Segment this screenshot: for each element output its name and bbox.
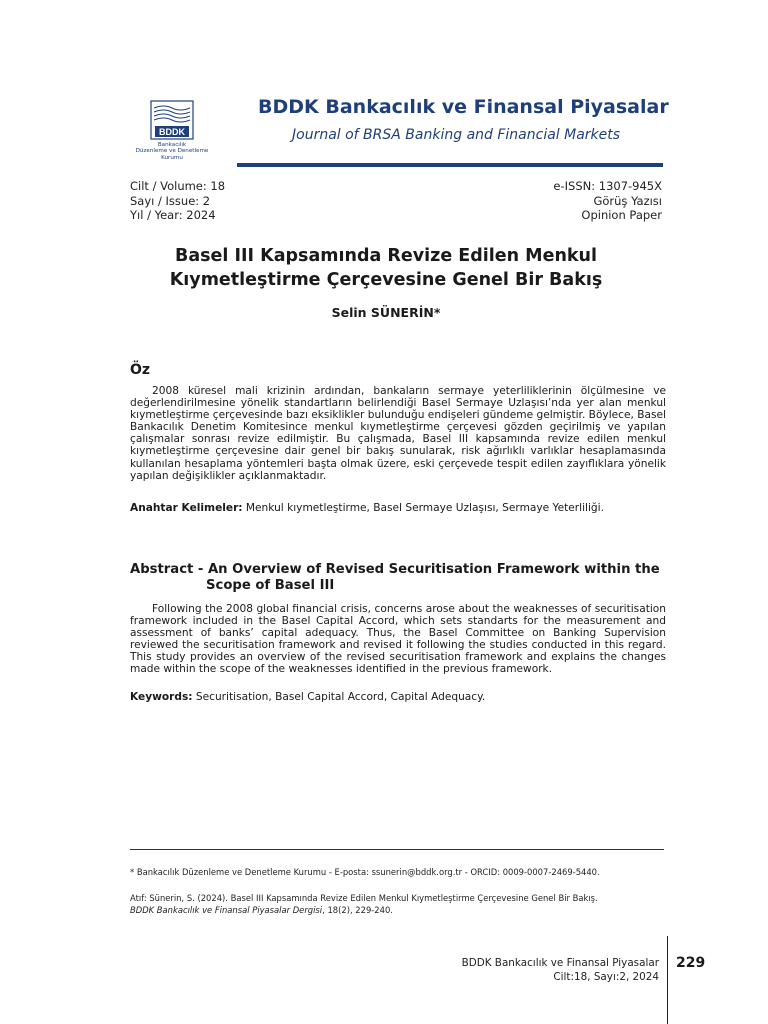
citation-journal: BDDK Bankacılık ve Finansal Piyasalar Dergisi: [130, 905, 323, 915]
citation-line1: Atıf: Sünerin, S. (2024). Basel III Kapsamında Revize Edilen Menkul Kıymetleştirme Çerçevesine Genel Bir Bakış.: [130, 893, 598, 903]
abstract-keywords: [130, 691, 485, 703]
abstract-heading-line1: Abstract - An Overview of Revised Securitisation Framework within the: [130, 562, 660, 577]
journal-subtitle: Journal of BRSA Banking and Financial Markets: [292, 127, 621, 143]
paper-type-en: Opinion Paper: [581, 208, 662, 222]
author-name: Selin SÜNERİN*: [331, 305, 441, 320]
volume-text: Cilt / Volume: 18: [130, 179, 226, 193]
oz-keywords-text: Menkul kıymetleştirme, Basel Sermaye Uzlaşısı, Sermaye Yeterliliği.: [242, 502, 604, 514]
citation-line2: [130, 905, 393, 916]
article-title-line1: Basel III Kapsamında Revize Edilen Menkul: [174, 246, 598, 266]
logo-caption-line1: Bankacılık: [157, 142, 187, 148]
bddk-logo: [120, 100, 224, 172]
footnote-rule: [130, 849, 664, 850]
journal-title: BDDK Bankacılık ve Finansal Piyasalar: [258, 96, 669, 118]
footer-divider: [667, 936, 668, 1024]
footer-journal: BDDK Bankacılık ve Finansal Piyasalar: [461, 957, 659, 969]
author-footnote: * Bankacılık Düzenleme ve Denetleme Kurumu - E-posta: ssunerin@bddk.org.tr - ORCID: 0009-0007-2469-5440.: [130, 867, 600, 877]
logo-caption: [120, 142, 224, 161]
citation-rest: , 18(2), 229-240.: [322, 905, 393, 915]
article-title: [110, 244, 662, 292]
logo-caption-line2: Düzenleme ve Denetleme: [135, 148, 209, 155]
oz-keywords: [130, 502, 604, 514]
paper-type-tr: Görüş Yazısı: [593, 193, 662, 208]
abstract-heading-line2: Scope of Basel III: [206, 578, 335, 594]
header-rule: [237, 163, 663, 167]
issue-meta-left: [130, 179, 225, 223]
bddk-emblem-icon: [150, 100, 194, 140]
logo-caption-line3: Kurumu: [161, 154, 183, 161]
oz-paragraph: 2008 küresel mali krizinin ardından, bankaların sermaye yeterliliklerinin ölçülmesine ve değerlendirilmesine yönelik standartların belirlendiği Basel Sermaye Uzlaşısı’nda yer alan menkul kıymetleştirme çerçevesinde bazı eksiklikler bulunduğu endişeleri gündeme gelmiştir. Böylece, Basel Bankacılık Denetim Komitesince menkul kıymetleştirme çerçevesi gözden geçirilmiş ve yapılan çalışmalar sonrası revize edilmiştir. Bu çalışmada, Basel III kapsamında revize edilen menkul kıymetleştirme çerçevesine dair genel bir bakış sunularak, risk ağırlıklı varlıklar hesaplamasında kullanılan hesaplama yöntemleri başta olmak üzere, eski çerçevede tespit edilen zayıflıklara yönelik yapılan değişiklikler açıklanmaktadır.: [130, 385, 666, 482]
abstract-keywords-text: Securitisation, Basel Capital Accord, Capital Adequacy.: [192, 691, 486, 703]
issn-text: e-ISSN: 1307-945X: [553, 179, 662, 193]
page-number: 229: [676, 955, 706, 971]
footer-issue: Cilt:18, Sayı:2, 2024: [553, 970, 659, 983]
oz-heading: Öz: [130, 362, 151, 378]
abstract-keywords-label: Keywords:: [130, 691, 193, 703]
issue-text: Sayı / Issue: 2: [130, 193, 211, 208]
article-title-line2: Kıymetleştirme Çerçevesine Genel Bir Bakış: [169, 270, 603, 290]
year-text: Yıl / Year: 2024: [130, 208, 216, 222]
page-footer: [462, 957, 659, 984]
abstract-paragraph: Following the 2008 global financial crisis, concerns arose about the weaknesses of securitisation framework included in the Basel Capital Accord, which sets standarts for the measurement and assessment of banks’ capital adequacy. Thus, the Basel Committee on Banking Supervision reviewed the securitisation framework and revised it following the studies conducted in this regard. This study provides an overview of the revised securitisation framework and explains the changes made within the scope of the weaknesses identified in the previous framework.: [130, 603, 666, 676]
abstract-heading: [130, 562, 666, 595]
logo-acronym: BDDK: [159, 127, 185, 137]
oz-keywords-label: Anahtar Kelimeler:: [130, 502, 243, 514]
issue-meta-right: [553, 179, 662, 223]
